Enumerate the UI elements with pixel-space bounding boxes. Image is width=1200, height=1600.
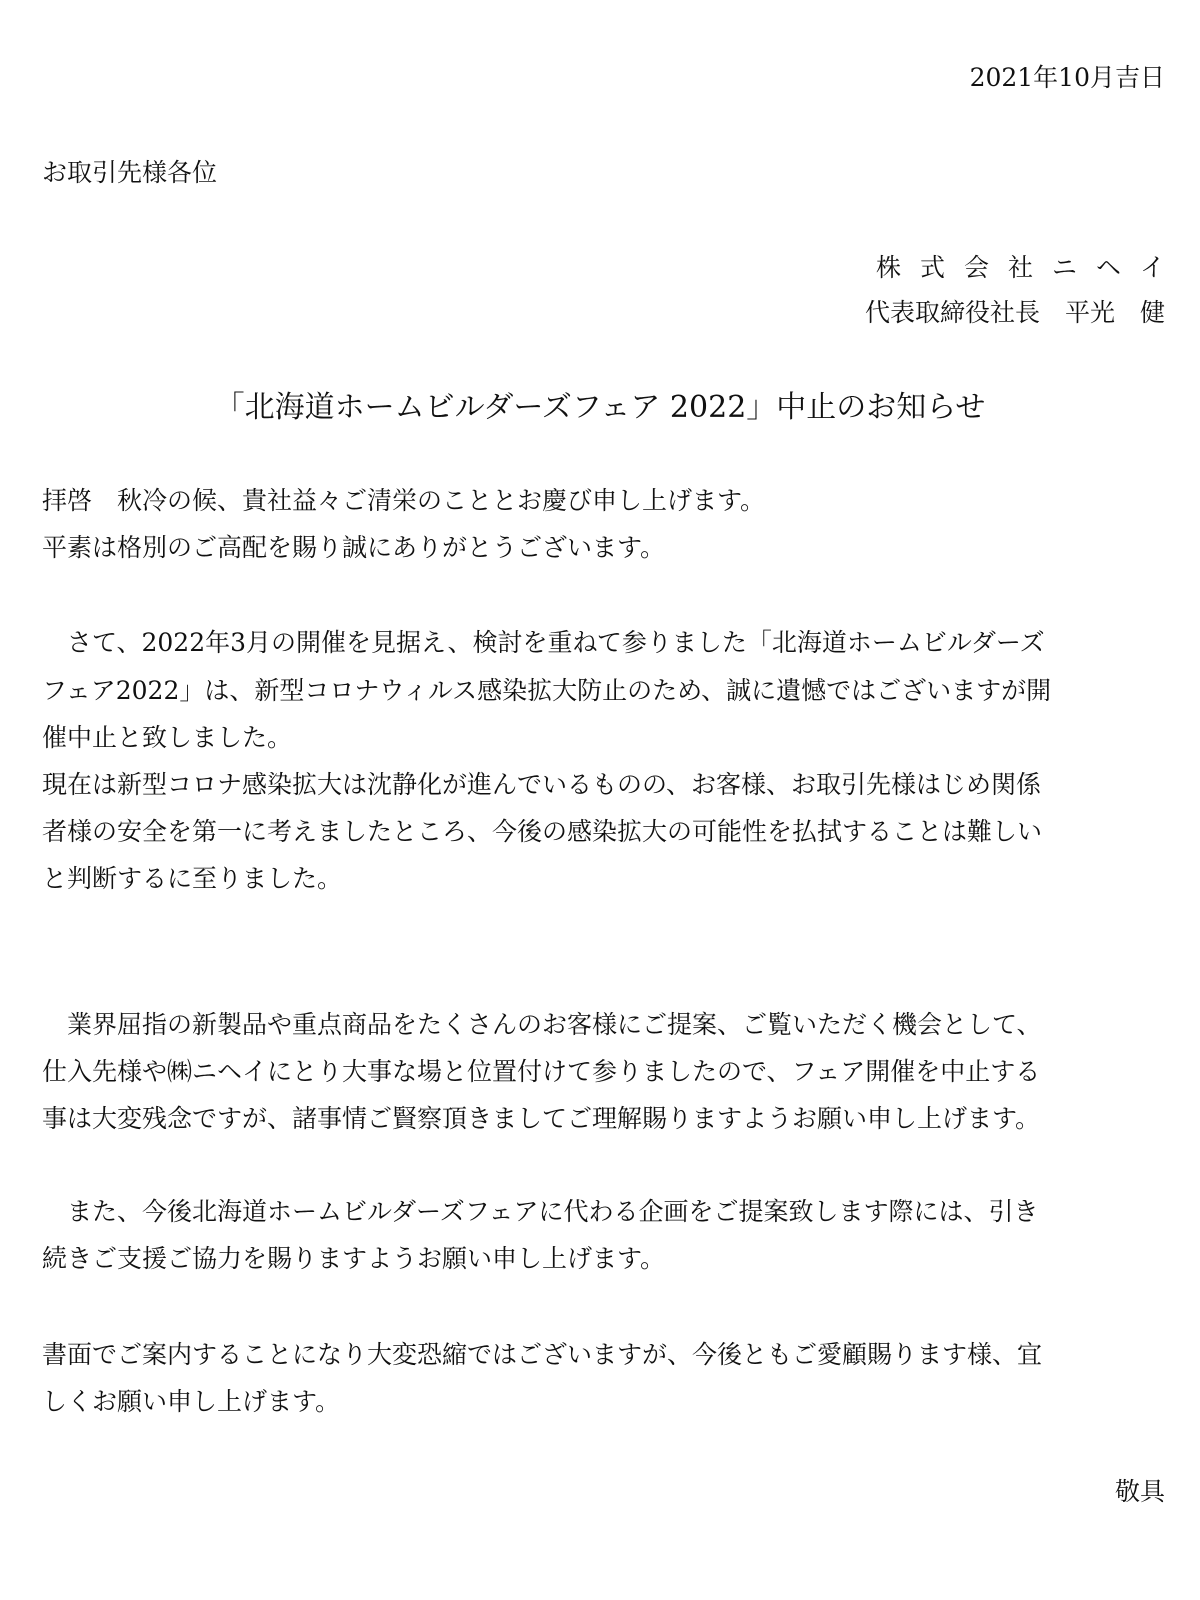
body-line: 催中止と致しました。 [42,723,293,752]
body-line: 書面でご案内することになり大変恐縮ではございますが、今後ともご愛顧賜ります様、宜 [42,1340,1043,1369]
body-line: 仕入先様や㈱ニヘイにとり大事な場と位置付けて参りましたので、フェア開催を中止する [42,1057,1041,1086]
sender-company: 株式会社ニヘイ [875,253,1184,282]
body-line: と判断するに至りました。 [42,864,343,893]
body-line: 拝啓 秋冷の候、貴社益々ご清栄のこととお慶び申し上げます。 [42,486,766,515]
body-line: また、今後北海道ホームビルダーズフェアに代わる企画をご提案致します際には、引き [42,1197,1039,1226]
document-title: 「北海道ホームビルダーズフェア 2022」中止のお知らせ [214,390,986,425]
body-line: しくお願い申し上げます。 [42,1387,341,1416]
body-line: さて、2022年3月の開催を見据え、検討を重ねて参りました「北海道ホームビルダーズ [42,628,1045,657]
body-line: 続きご支援ご協力を賜りますようお願い申し上げます。 [42,1244,666,1273]
closing-keigu: 敬具 [1114,1477,1165,1506]
body-line: 平素は格別のご高配を賜り誠にありがとうございます。 [42,533,666,562]
body-line: 業界屈指の新製品や重点商品をたくさんのお客様にご提案、ご覧いただく機会として、 [42,1010,1042,1039]
sender-representative: 代表取締役社長 平光 健 [864,298,1165,327]
body-line: 事は大変残念ですが、諸事情ご賢察頂きましてご理解賜りますようお願い申し上げます。 [42,1104,1041,1133]
document-date: 2021年10月吉日 [969,63,1165,92]
body-line: 現在は新型コロナ感染拡大は沈静化が進んでいるものの、お客様、お取引先様はじめ関係 [42,770,1042,799]
body-line: 者様の安全を第一に考えましたところ、今後の感染拡大の可能性を払拭することは難しい [42,817,1043,846]
body-line: フェア2022」は、新型コロナウィルス感染拡大防止のため、誠に遺憾ではございますが開 [42,676,1052,705]
recipient-line: お取引先様各位 [42,158,218,187]
